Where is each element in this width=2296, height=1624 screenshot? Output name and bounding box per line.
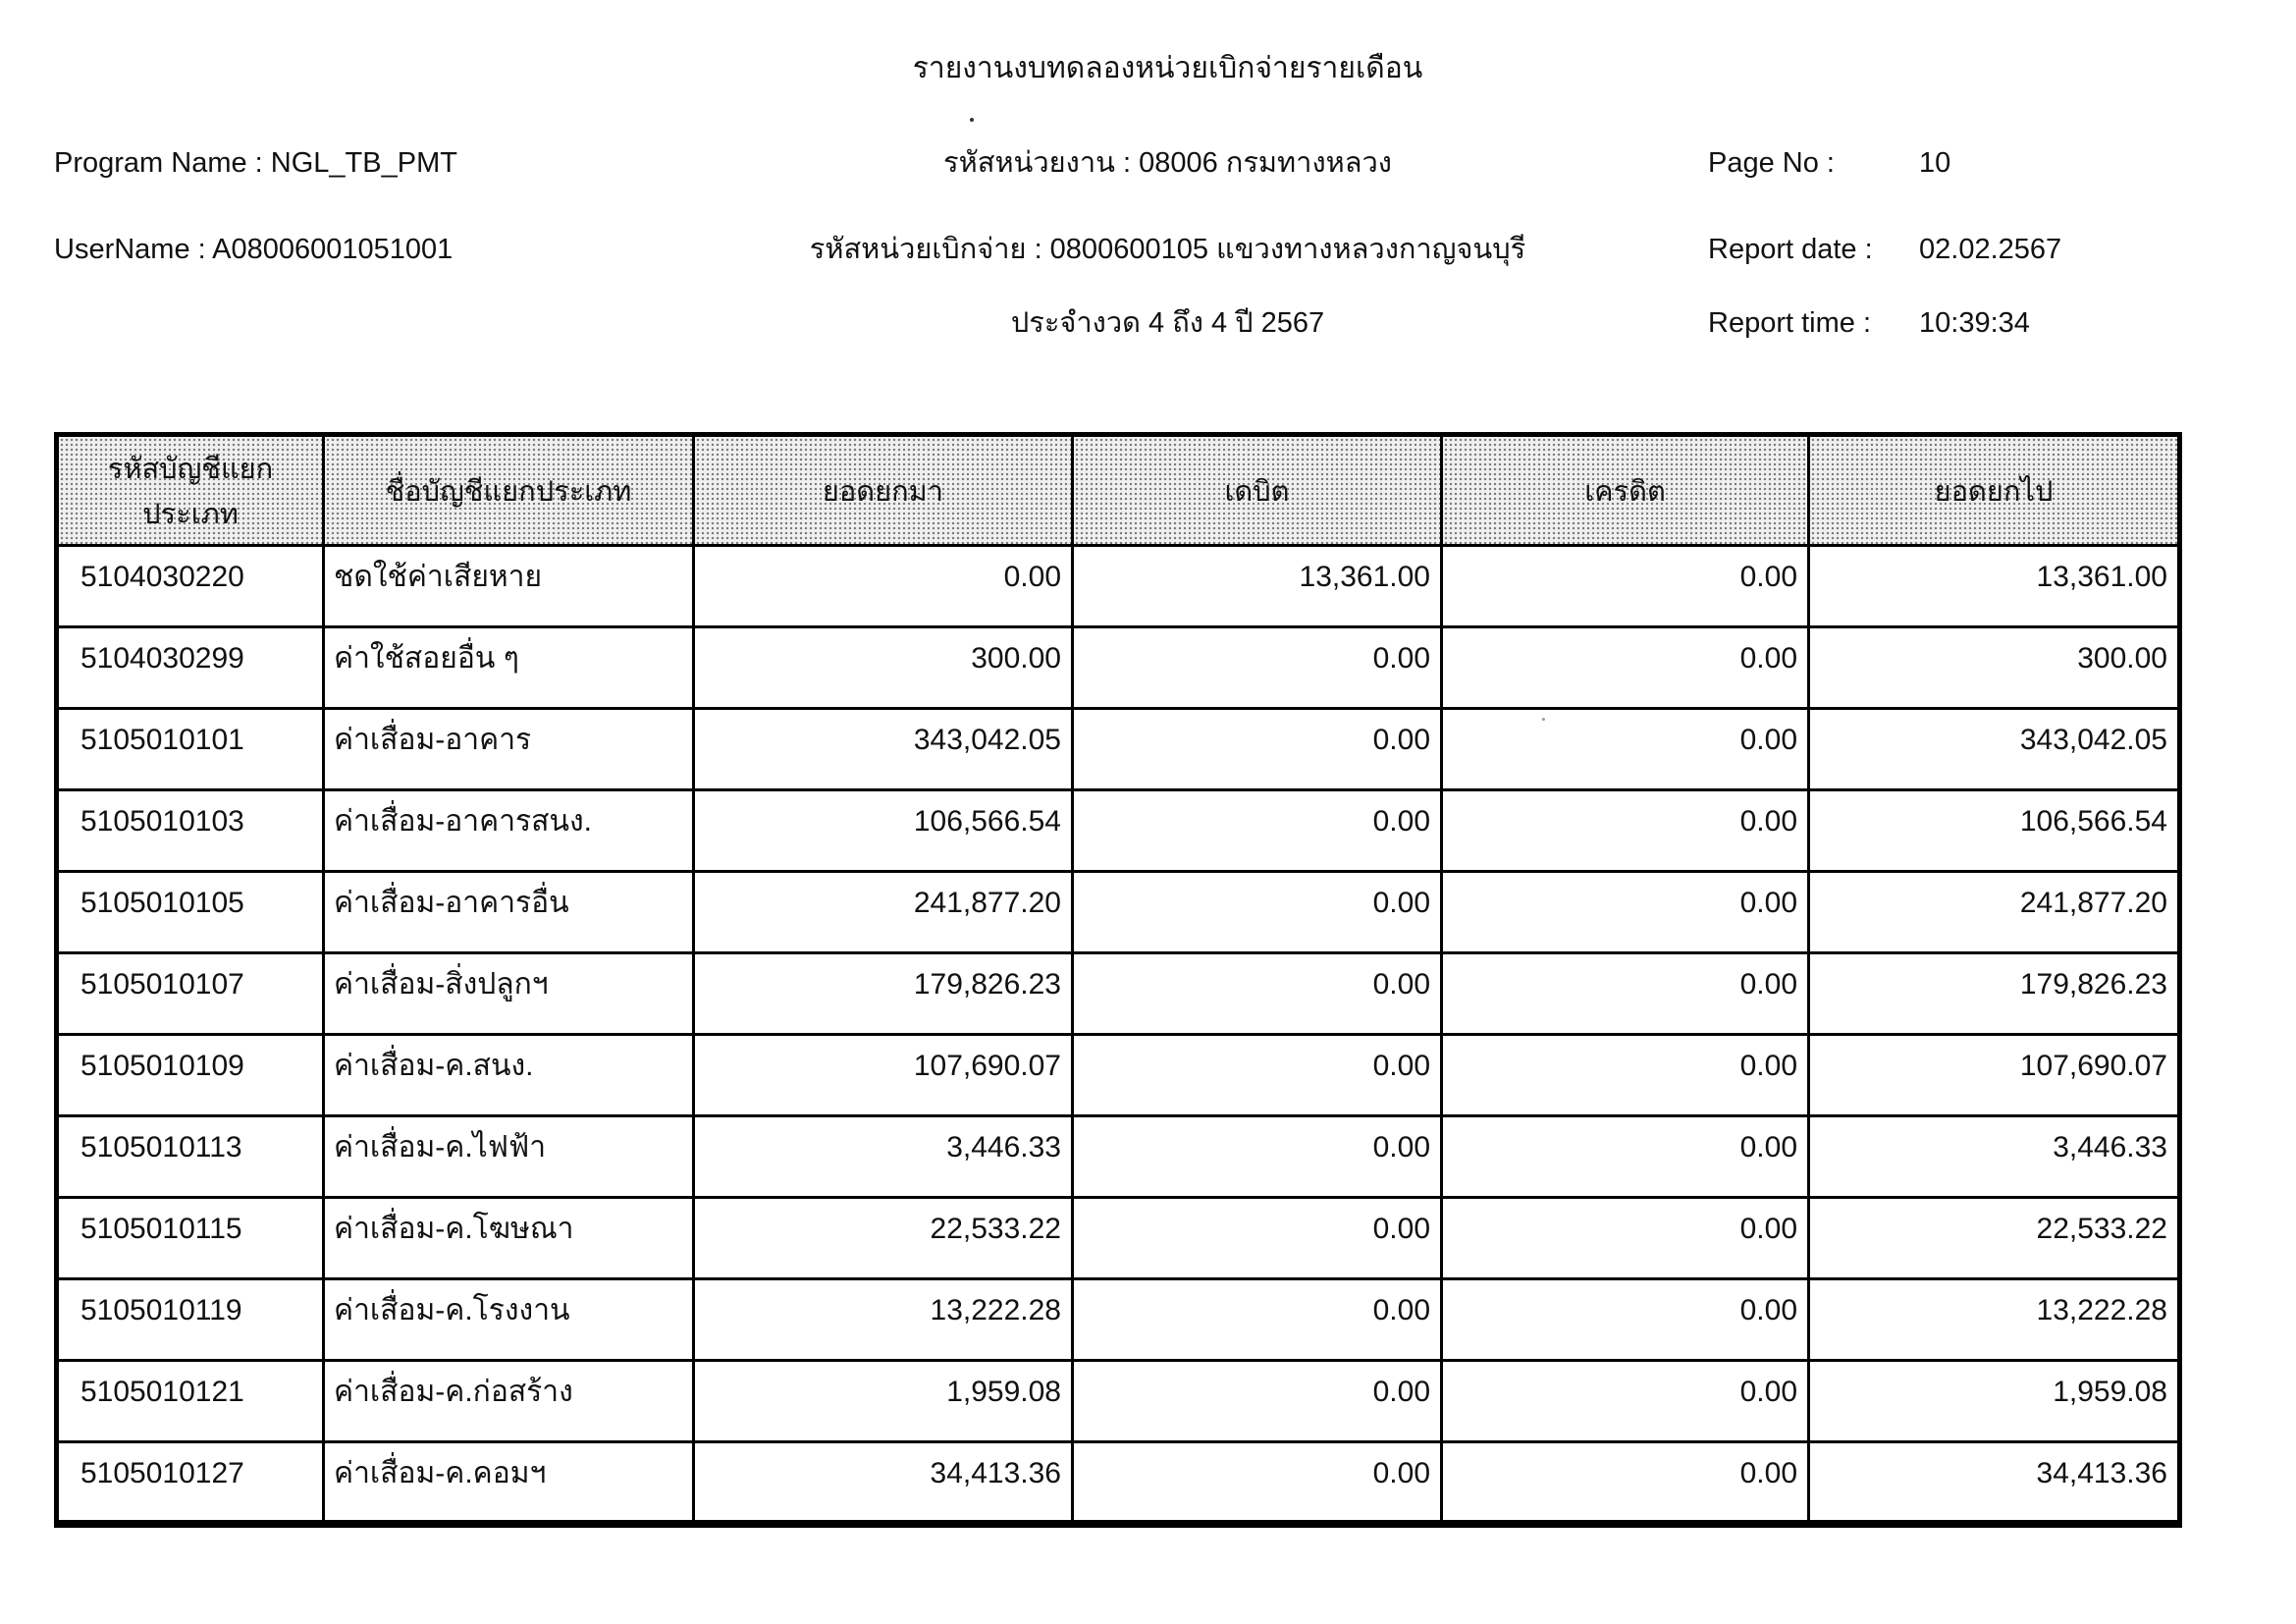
cell-debit: 0.00 bbox=[1073, 1361, 1442, 1442]
cell-account-code: 5105010113 bbox=[57, 1116, 324, 1198]
table-header-row bbox=[57, 435, 2180, 546]
cell-credit: 0.00 bbox=[1442, 1361, 1809, 1442]
table-row bbox=[57, 790, 2180, 872]
cell-credit: 0.00 bbox=[1442, 872, 1809, 953]
org-code-line: รหัสหน่วยงาน : 08006 กรมทางหลวง bbox=[943, 147, 1392, 179]
table-row bbox=[57, 627, 2180, 709]
column-header-1: รหัสบัญชีแยกประเภท bbox=[57, 435, 324, 546]
column-header-6: ยอดยกไป bbox=[1809, 435, 2180, 546]
column-header-3: ยอดยกมา bbox=[694, 435, 1073, 546]
table-row bbox=[57, 1035, 2180, 1116]
cell-debit: 0.00 bbox=[1073, 1279, 1442, 1361]
cell-closing-balance: 34,413.36 bbox=[1809, 1442, 2180, 1524]
page-no-value: 10 bbox=[1919, 147, 1951, 179]
table-row bbox=[57, 546, 2180, 627]
trial-balance-table bbox=[54, 432, 2182, 1528]
cell-closing-balance: 300.00 bbox=[1809, 627, 2180, 709]
username-value: A08006001051001 bbox=[212, 234, 454, 265]
report-time-value: 10:39:34 bbox=[1919, 307, 2030, 339]
cell-credit: 0.00 bbox=[1442, 1116, 1809, 1198]
cell-account-name: ค่าเสื่อม-ค.โฆษณา bbox=[324, 1198, 694, 1279]
cell-debit: 0.00 bbox=[1073, 1116, 1442, 1198]
program-name-value: NGL_TB_PMT bbox=[270, 147, 457, 179]
program-name-label: Program Name : bbox=[54, 147, 263, 179]
cell-account-code: 5105010109 bbox=[57, 1035, 324, 1116]
cell-account-code: 5105010121 bbox=[57, 1361, 324, 1442]
page-no-label: Page No : bbox=[1708, 147, 1835, 179]
cell-credit: 0.00 bbox=[1442, 790, 1809, 872]
cell-closing-balance: 22,533.22 bbox=[1809, 1198, 2180, 1279]
cell-account-code: 5105010103 bbox=[57, 790, 324, 872]
cell-opening-balance: 13,222.28 bbox=[694, 1279, 1073, 1361]
table-row bbox=[57, 872, 2180, 953]
cell-debit: 0.00 bbox=[1073, 1198, 1442, 1279]
cell-opening-balance: 300.00 bbox=[694, 627, 1073, 709]
table-row bbox=[57, 1442, 2180, 1524]
table-row bbox=[57, 953, 2180, 1035]
cell-closing-balance: 1,959.08 bbox=[1809, 1361, 2180, 1442]
table-row bbox=[57, 1361, 2180, 1442]
cell-credit: 0.00 bbox=[1442, 1035, 1809, 1116]
cell-account-code: 5104030299 bbox=[57, 627, 324, 709]
cell-account-code: 5104030220 bbox=[57, 546, 324, 627]
cell-closing-balance: 13,361.00 bbox=[1809, 546, 2180, 627]
report-date-label: Report date : bbox=[1708, 234, 1873, 265]
cell-opening-balance: 107,690.07 bbox=[694, 1035, 1073, 1116]
cell-closing-balance: 343,042.05 bbox=[1809, 709, 2180, 790]
cell-account-name: ค่าเสื่อม-อาคาร bbox=[324, 709, 694, 790]
report-title: รายงานงบทดลองหน่วยเบิกจ่ายรายเดือน bbox=[912, 52, 1423, 84]
period-line: ประจำงวด 4 ถึง 4 ปี 2567 bbox=[1010, 307, 1325, 339]
cell-closing-balance: 107,690.07 bbox=[1809, 1035, 2180, 1116]
cell-account-code: 5105010107 bbox=[57, 953, 324, 1035]
cell-debit: 0.00 bbox=[1073, 709, 1442, 790]
cell-debit: 0.00 bbox=[1073, 790, 1442, 872]
column-header-5: เครดิต bbox=[1442, 435, 1809, 546]
cell-opening-balance: 179,826.23 bbox=[694, 953, 1073, 1035]
scan-speck bbox=[970, 118, 974, 122]
cell-opening-balance: 34,413.36 bbox=[694, 1442, 1073, 1524]
cell-debit: 0.00 bbox=[1073, 1035, 1442, 1116]
cell-opening-balance: 241,877.20 bbox=[694, 872, 1073, 953]
cell-account-name: ค่าเสื่อม-ค.ก่อสร้าง bbox=[324, 1361, 694, 1442]
cell-account-code: 5105010101 bbox=[57, 709, 324, 790]
cell-account-code: 5105010119 bbox=[57, 1279, 324, 1361]
column-header-2: ชื่อบัญชีแยกประเภท bbox=[324, 435, 694, 546]
cell-opening-balance: 1,959.08 bbox=[694, 1361, 1073, 1442]
cell-credit: 0.00 bbox=[1442, 953, 1809, 1035]
cell-account-name: ค่าเสื่อม-ค.สนง. bbox=[324, 1035, 694, 1116]
cell-debit: 0.00 bbox=[1073, 1442, 1442, 1524]
disbursement-code-line: รหัสหน่วยเบิกจ่าย : 0800600105 แขวงทางหลวงกาญจนบุรี bbox=[809, 234, 1526, 265]
cell-opening-balance: 343,042.05 bbox=[694, 709, 1073, 790]
cell-debit: 13,361.00 bbox=[1073, 546, 1442, 627]
table-row bbox=[57, 1279, 2180, 1361]
table-row bbox=[57, 1198, 2180, 1279]
scan-speck bbox=[1542, 718, 1545, 721]
cell-account-name: ค่าใช้สอยอื่น ๆ bbox=[324, 627, 694, 709]
cell-account-code: 5105010105 bbox=[57, 872, 324, 953]
column-header-4: เดบิต bbox=[1073, 435, 1442, 546]
cell-account-name: ค่าเสื่อม-อาคารสนง. bbox=[324, 790, 694, 872]
cell-credit: 0.00 bbox=[1442, 1442, 1809, 1524]
cell-credit: 0.00 bbox=[1442, 1279, 1809, 1361]
cell-account-name: ค่าเสื่อม-ค.โรงงาน bbox=[324, 1279, 694, 1361]
cell-debit: 0.00 bbox=[1073, 872, 1442, 953]
cell-debit: 0.00 bbox=[1073, 627, 1442, 709]
table-row bbox=[57, 1116, 2180, 1198]
cell-account-name: ชดใช้ค่าเสียหาย bbox=[324, 546, 694, 627]
cell-account-name: ค่าเสื่อม-ค.คอมฯ bbox=[324, 1442, 694, 1524]
cell-opening-balance: 3,446.33 bbox=[694, 1116, 1073, 1198]
table-row bbox=[57, 709, 2180, 790]
cell-account-name: ค่าเสื่อม-สิ่งปลูกฯ bbox=[324, 953, 694, 1035]
cell-closing-balance: 106,566.54 bbox=[1809, 790, 2180, 872]
username-label: UserName : bbox=[54, 234, 206, 265]
cell-opening-balance: 0.00 bbox=[694, 546, 1073, 627]
cell-debit: 0.00 bbox=[1073, 953, 1442, 1035]
cell-account-code: 5105010127 bbox=[57, 1442, 324, 1524]
report-date-value: 02.02.2567 bbox=[1919, 234, 2062, 265]
cell-credit: 0.00 bbox=[1442, 1198, 1809, 1279]
cell-closing-balance: 3,446.33 bbox=[1809, 1116, 2180, 1198]
cell-account-name: ค่าเสื่อม-ค.ไฟฟ้า bbox=[324, 1116, 694, 1198]
cell-opening-balance: 22,533.22 bbox=[694, 1198, 1073, 1279]
cell-account-code: 5105010115 bbox=[57, 1198, 324, 1279]
cell-closing-balance: 13,222.28 bbox=[1809, 1279, 2180, 1361]
cell-credit: 0.00 bbox=[1442, 627, 1809, 709]
cell-account-name: ค่าเสื่อม-อาคารอื่น bbox=[324, 872, 694, 953]
cell-closing-balance: 179,826.23 bbox=[1809, 953, 2180, 1035]
cell-closing-balance: 241,877.20 bbox=[1809, 872, 2180, 953]
report-time-label: Report time : bbox=[1708, 307, 1871, 339]
cell-credit: 0.00 bbox=[1442, 546, 1809, 627]
cell-opening-balance: 106,566.54 bbox=[694, 790, 1073, 872]
cell-credit: 0.00 bbox=[1442, 709, 1809, 790]
